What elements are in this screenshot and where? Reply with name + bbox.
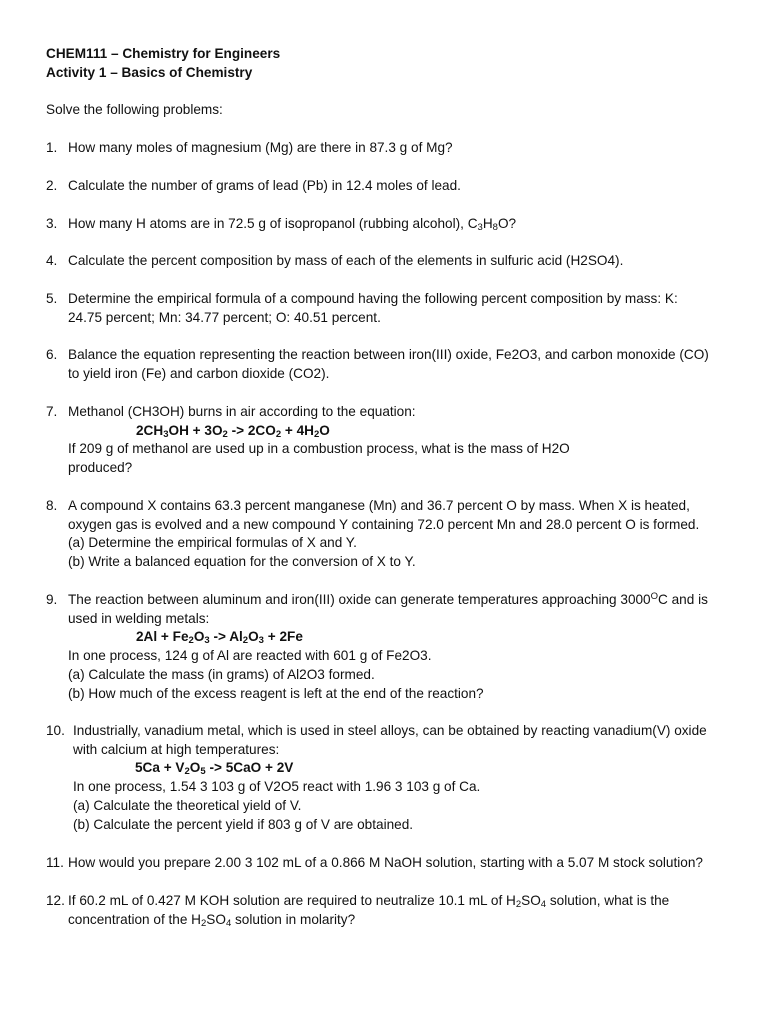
question-11	[46, 854, 736, 873]
chemical-equation: $2Al + Fe_2O_3 -> Al_2O_3 + 2Fe$	[136, 629, 303, 647]
chemical-equation: $5Ca + V_2O_5 -> 5CaO + 2V$	[135, 760, 294, 778]
question-7	[46, 403, 736, 478]
question-4	[46, 252, 736, 271]
question-number: 4.	[46, 253, 58, 268]
question-number: 6.	[46, 347, 58, 362]
course-title: CHEM111 – Chemistry for Engineers	[46, 46, 281, 61]
question-10	[46, 722, 736, 834]
question-2	[46, 177, 736, 196]
chemical-equation: $2CH_3OH + 3O_2 -> 2CO_2 + 4H_2O$	[136, 422, 330, 440]
question-text: Determine the empirical formula of a compound having the following percent composition by mass: K: 24.75 percent; Mn: 34.77 percent; O: 40.51 percent.	[68, 291, 678, 325]
question-text: Industrially, vanadium metal, which is used in steel alloys, can be obtained by reacting vanadium(V) oxide with calcium at high temperatures: $5Ca + V_2O_5 -> 5CaO + 2V$ In one process, 1.54 3 103 g of V2O5 react with 1.96 3 103 g of Ca. (a) Calculate the theoretical yield of V. (b) Calculate the percent yield if 803 g of V are obtained.	[73, 722, 736, 834]
question-text: A compound X contains 63.3 percent manganese (Mn) and 36.7 percent O by mass. When X is heated, oxygen gas is evolved and a new compound Y containing 72.0 percent Mn and 28.0 percent O is formed. (a) Determine the empirical formulas of X and Y. (b) Write a balanced equation for the conversion of X to Y.	[68, 498, 700, 570]
question-8	[46, 497, 736, 572]
question-9	[46, 591, 736, 703]
question-number: 2.	[46, 178, 58, 193]
question-text: Methanol (CH3OH) burns in air according to the equation: $2CH_3OH + 3O_2 -> 2CO_2 + 4H_2O$ If 209 g of methanol are used up in a combustion process, what is the mass of H2O produced?	[68, 403, 736, 478]
question-number: 10.	[46, 723, 65, 738]
question-text: Balance the equation representing the reaction between iron(III) oxide, Fe2O3, and carbon monoxide (CO) to yield iron (Fe) and carbon dioxide (CO2).	[68, 347, 709, 381]
question-number: 1.	[46, 140, 58, 155]
question-5	[46, 290, 736, 327]
question-number: 8.	[46, 498, 58, 513]
question-text: Calculate the percent composition by mass of each of the elements in sulfuric acid (H2SO4).	[68, 253, 624, 268]
question-12	[46, 892, 736, 929]
question-6	[46, 346, 736, 383]
question-number: 9.	[46, 592, 58, 607]
question-3	[46, 215, 736, 234]
question-number: 3.	[46, 216, 58, 231]
question-text: If 60.2 mL of 0.427 M KOH solution are required to neutralize 10.1 mL of $H_2SO_4$ solution, what is the concentration of the $H_2SO_4$ solution in molarity?	[68, 893, 670, 929]
question-number: 7.	[46, 404, 58, 419]
question-text: How many moles of magnesium (Mg) are there in 87.3 g of Mg?	[68, 140, 453, 155]
instructions: Solve the following problems:	[46, 102, 223, 117]
question-text: How many H atoms are in 72.5 g of isopropanol (rubbing alcohol), $C_3H_8O$?	[68, 216, 517, 233]
activity-title: Activity 1 – Basics of Chemistry	[46, 65, 253, 80]
question-text: Calculate the number of grams of lead (Pb) in 12.4 moles of lead.	[68, 178, 461, 193]
question-text: The reaction between aluminum and iron(III) oxide can generate temperatures approaching $3000^OC$ and is used in welding metals: $2Al + Fe_2O_3 -> Al_2O_3 + 2Fe$ In one process, 124 g of Al are reacted with 601 g of Fe2O3. (a) Calculate the mass (in grams) of Al2O3 formed. (b) How much of the excess reagent is left at the end of the reaction?	[68, 591, 736, 703]
question-1	[46, 139, 736, 158]
document-header	[46, 45, 280, 83]
question-number: 12.	[46, 893, 65, 908]
question-text: How would you prepare 2.00 3 102 mL of a 0.866 M NaOH solution, starting with a 5.07 M stock solution?	[68, 855, 703, 870]
question-number: 5.	[46, 291, 58, 306]
question-number: 11.	[46, 855, 64, 870]
